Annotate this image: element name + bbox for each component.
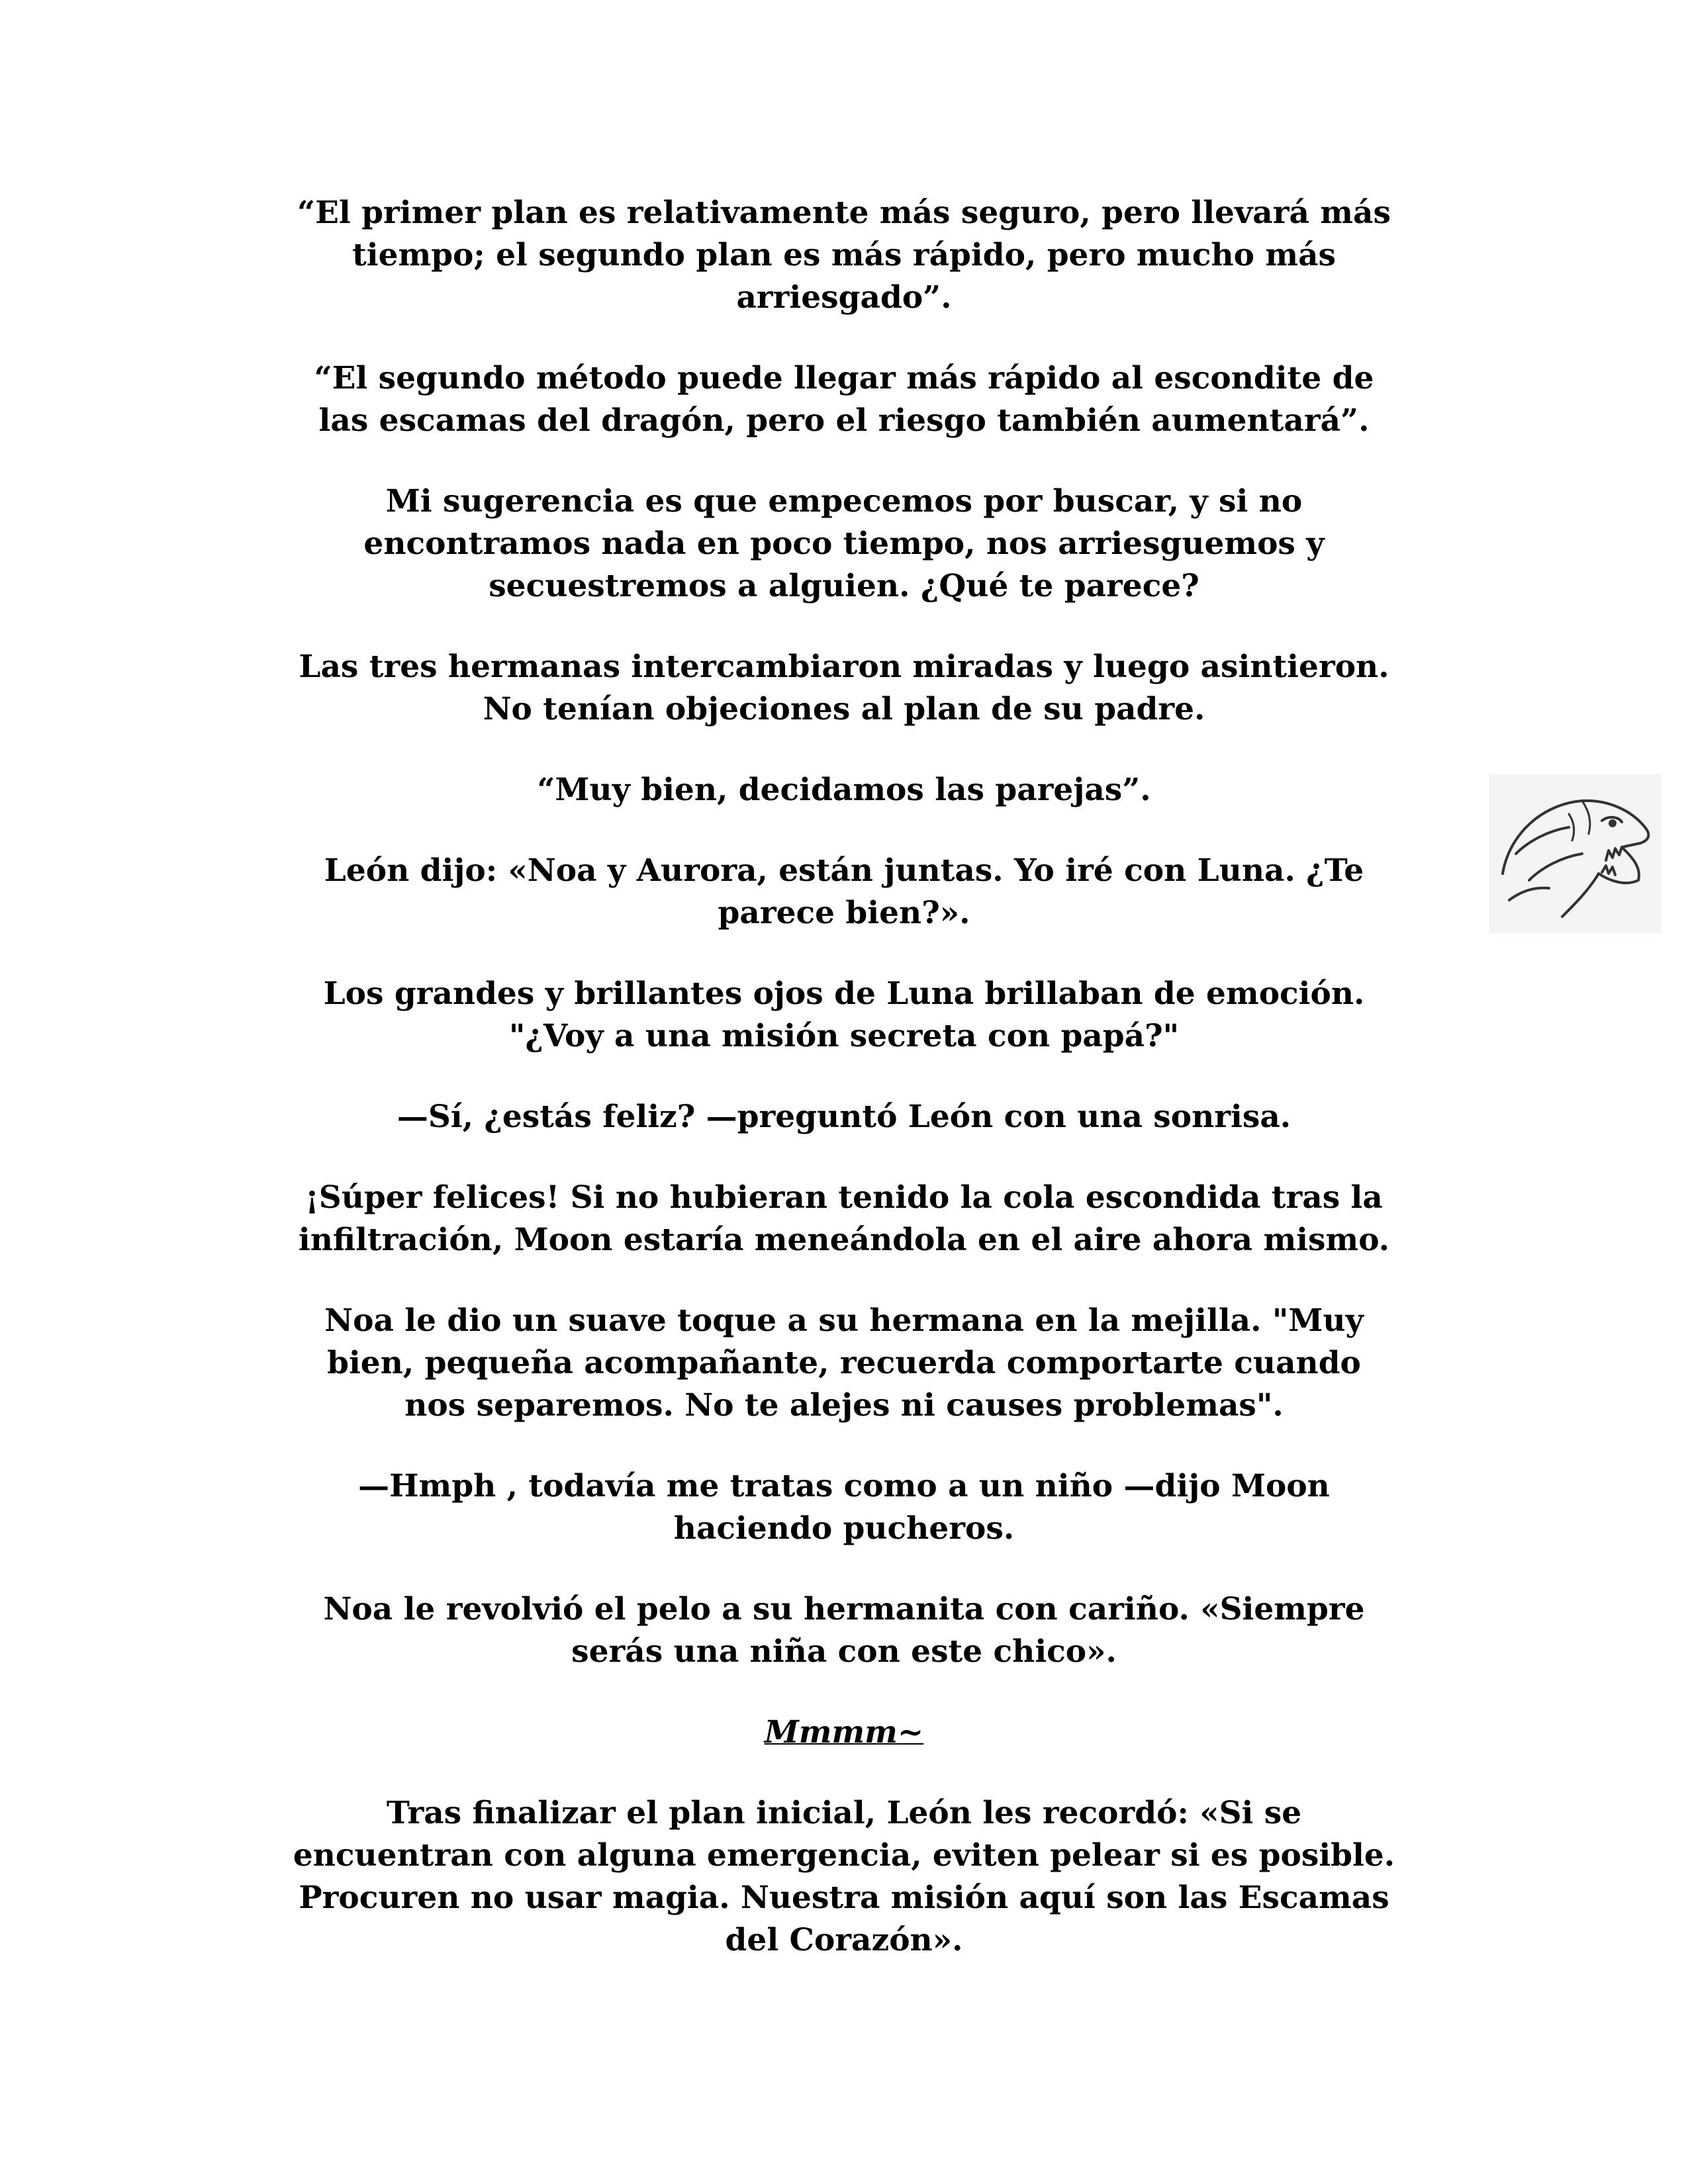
paragraph-5: “Muy bien, decidamos las parejas”. [537, 772, 1151, 808]
paragraph-4: Las tres hermanas intercambiaron miradas y luego asintieron. No tenían objeciones al plan de su padre. [299, 649, 1389, 727]
paragraph-12: Noa le revolvió el pelo a su hermanita con cariño. «Siempre serás una niña con este chico». [323, 1591, 1365, 1670]
paragraph-14: Tras finalizar el plan inicial, León les recordó: «Si se encuentran con alguna emergencia, eviten pelear si es posible. Procuren no usar magia. Nuestra misión aquí son las Escamas del Corazón». [293, 1795, 1395, 1958]
page-text [218, 192, 1470, 2000]
paragraph-11: —Hmph , todavía me tratas como a un niño —dijo Moon haciendo pucheros. [358, 1468, 1330, 1547]
paragraph-6: León dijo: «Noa y Aurora, están juntas. Yo iré con Luna. ¿Te parece bien?». [324, 852, 1364, 931]
paragraph-13: Mmmm~ [764, 1714, 924, 1751]
paragraph-3: Mi sugerencia es que empecemos por buscar, y si no encontramos nada en poco tiempo, nos arriesguemos y secuestremos a alguien. ¿Qué te parece? [363, 483, 1325, 604]
dinosaur-sketch-icon [1489, 774, 1662, 933]
paragraph-7: Los grandes y brillantes ojos de Luna brillaban de emoción. "¿Voy a una misión secreta con papá?" [323, 976, 1365, 1054]
paragraph-8: —Sí, ¿estás feliz? —preguntó León con una sonrisa. [397, 1099, 1291, 1135]
paragraph-1: “El primer plan es relativamente más seguro, pero llevará más tiempo; el segundo plan es más rápido, pero mucho más arriesgado”. [297, 195, 1391, 316]
paragraph-9: ¡Súper felices! Si no hubieran tenido la cola escondida tras la infiltración, Moon estaría meneándola en el aire ahora mismo. [298, 1179, 1390, 1258]
paragraph-10: Noa le dio un suave toque a su hermana en la mejilla. "Muy bien, pequeña acompañante, recuerda comportarte cuando nos separemos. No te alejes ni causes problemas". [324, 1302, 1364, 1424]
paragraph-2: “El segundo método puede llegar más rápido al escondite de las escamas del dragón, pero el riesgo también aumentará”. [314, 360, 1374, 439]
